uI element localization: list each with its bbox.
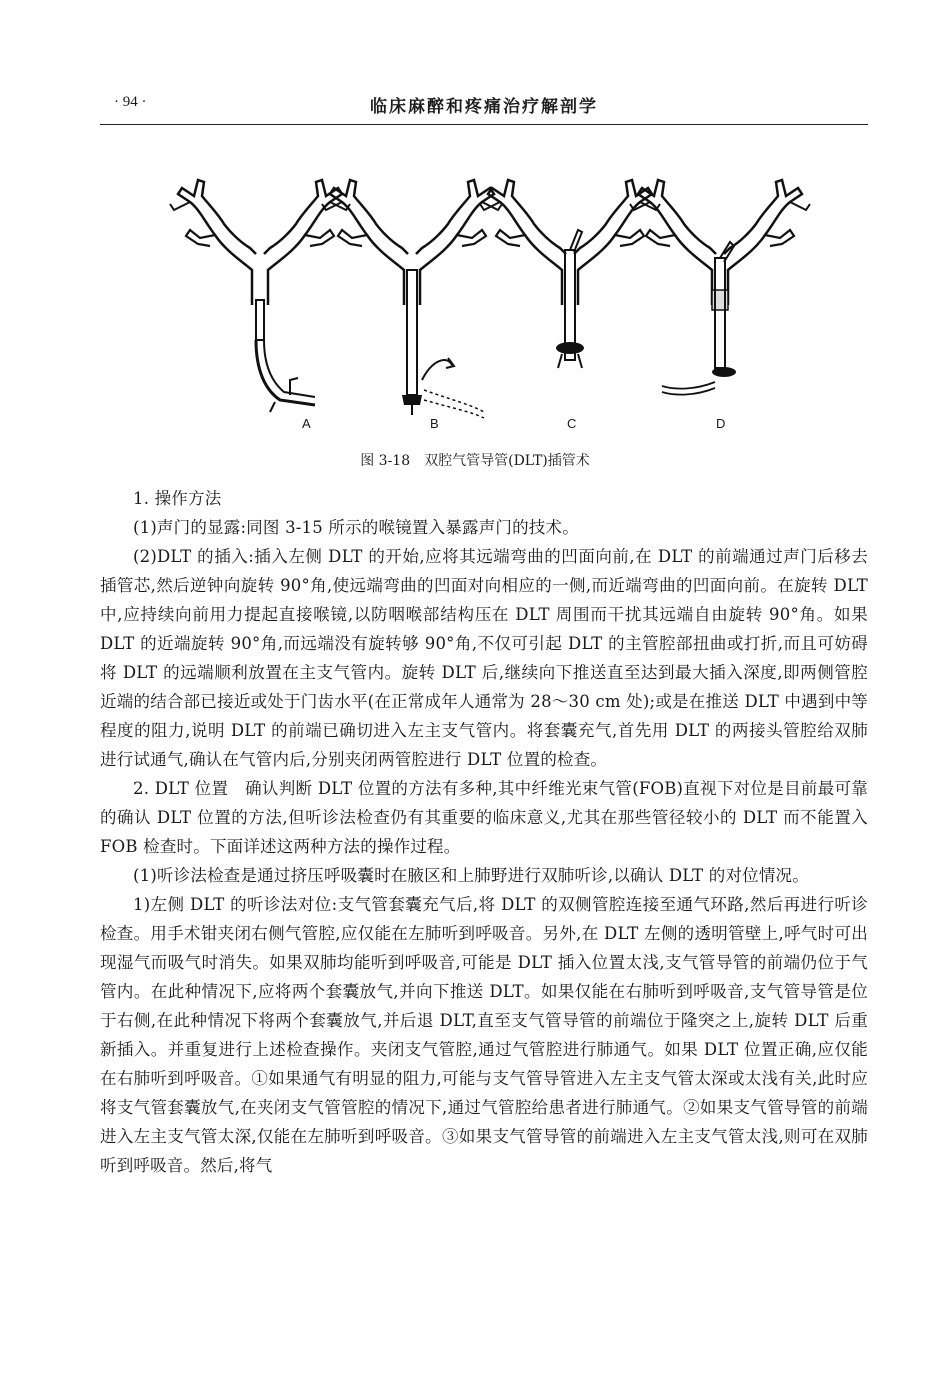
figure-caption: 图 3-18 双腔气管导管(DLT)插管术 — [360, 453, 590, 469]
paragraph: (2)DLT 的插入:插入左侧 DLT 的开始,应将其远端弯曲的凹面向前,在 DLT 的前端通过声门后移去插管芯,然后逆钟向旋转 90°角,使远端弯曲的凹面对向相应的一侧,而近端弯曲的凹面向前。在旋转 DLT 中,应持续向前用力提起直接喉镜,以防咽喉部结构压在 DLT 周围而干扰其远端自由旋转 90°角。如果 DLT 的近端旋转 90°角,而远端没有旋转够 90°角,不仅可引起 DLT 的主管腔部扭曲或打折,而且可妨碍将 DLT 的远端顺利放置在主支气管内。旋转 DLT 后,继续向下推送直至达到最大插入深度,即两侧管腔近端的结合部已接近或处于门齿水平(在正常成年人通常为 28～30 cm 处);或是在推送 DLT 中遇到中等程度的阻力,说明 DLT 的前端已确切进入左主支气管内。将套囊充气,首先用 DLT 的两接头管腔给双肺进行试通气,确认在气管内后,分别夹闭两管腔进行 DLT 位置的检查。 — [100, 547, 868, 769]
page-header — [100, 92, 868, 124]
body-text — [100, 484, 868, 1180]
panel-label-c: C — [567, 416, 577, 431]
panel-label-a: A — [302, 416, 311, 431]
page-number: · 94 · — [114, 94, 147, 110]
panel-d-illustration — [630, 180, 810, 395]
figure-illustration — [150, 140, 850, 440]
panel-a-illustration — [170, 180, 350, 412]
figure-dlt-intubation — [150, 140, 850, 440]
section-heading-method: 1. 操作方法 — [133, 489, 222, 508]
paragraph: 1)左侧 DLT 的听诊法对位:支气管套囊充气后,将 DLT 的双侧管腔连接至通气环路,然后再进行听诊检查。用手术钳夹闭右侧气管腔,应仅能在左肺听到呼吸音。另外,在 DLT 左侧的透明管壁上,呼气时可出现湿气而吸气时消失。如果双肺均能听到呼吸音,可能是 DLT 插入位置太浅,支气管导管的前端仍位于气管内。在此种情况下,应将两个套囊放气,并向下推送 DLT。如果仅能在右肺听到呼吸音,支气管导管是位于右侧,在此种情况下将两个套囊放气,并后退 DLT,直至支气管导管的前端位于隆突之上,旋转 DLT 后重新插入。并重复进行上述检查操作。夹闭支气管腔,通过气管腔进行肺通气。如果 DLT 位置正确,应仅能在右肺听到呼吸音。①如果通气有明显的阻力,可能与支气管导管进入左主支气管太深或太浅有关,此时应将支气管套囊放气,在夹闭支气管管腔的情况下,通过气管腔给患者进行肺通气。②如果支气管导管的前端进入左主支气管太深,仅能在左肺听到呼吸音。③如果支气管导管的前端进入左主支气管太浅,则可在双肺听到呼吸音。然后,将气 — [100, 895, 868, 1175]
running-title: 临床麻醉和疼痛治疗解剖学 — [370, 97, 598, 117]
panel-b-illustration — [322, 180, 502, 418]
panel-label-b: B — [430, 416, 439, 431]
panel-label-d: D — [716, 416, 726, 431]
header-rule — [100, 124, 868, 125]
paragraph: (1)听诊法检查是通过挤压呼吸囊时在腋区和上肺野进行双肺听诊,以确认 DLT 的对位情况。 — [133, 866, 809, 885]
paragraph: (1)声门的显露:同图 3-15 所示的喉镜置入暴露声门的技术。 — [133, 518, 579, 537]
paragraph: 2. DLT 位置 确认判断 DLT 位置的方法有多种,其中纤维光束气管(FOB)直视下对位是目前最可靠的确认 DLT 位置的方法,但听诊法检查仍有其重要的临床意义,尤其在那些管径较小的 DLT 而不能置入 FOB 检查时。下面详述这两种方法的操作过程。 — [100, 779, 868, 856]
